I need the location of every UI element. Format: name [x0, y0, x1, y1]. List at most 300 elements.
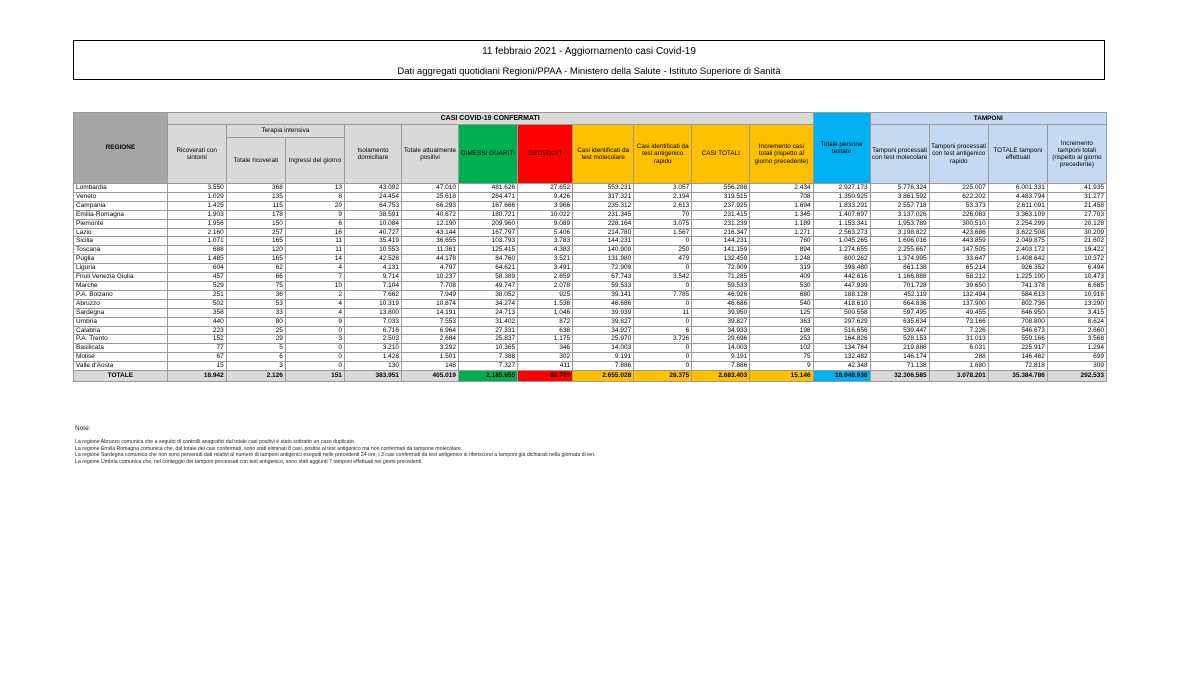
- table-cell: 9: [285, 210, 344, 219]
- table-cell: 4.131: [344, 264, 401, 273]
- table-cell: 178: [226, 210, 285, 219]
- table-cell: 25.837: [459, 335, 518, 344]
- table-cell: 231.415: [692, 210, 750, 219]
- table-cell: 80: [226, 317, 285, 326]
- table-cell: 7.662: [344, 290, 401, 299]
- table-row: [74, 344, 1107, 353]
- table-cell: 3.542: [634, 273, 692, 282]
- table-cell: 309: [1047, 362, 1106, 371]
- table-cell: 0: [634, 237, 692, 246]
- table-cell: 1.501: [401, 353, 458, 362]
- table-cell: 41.935: [1047, 184, 1106, 193]
- table-cell: 418.610: [813, 299, 870, 308]
- table-cell: 1.248: [750, 255, 813, 264]
- header-regione: REGIONE: [74, 113, 168, 184]
- total-cell: 18.942: [167, 371, 226, 382]
- table-cell: 6: [634, 326, 692, 335]
- table-cell: 231.345: [573, 210, 634, 219]
- header-incremento: Incremento casi totali (rispetto al giorno precedente): [750, 125, 813, 184]
- region-name: Basilicata: [74, 344, 168, 353]
- table-cell: 25.618: [401, 192, 458, 201]
- total-cell: 2.655.028: [573, 371, 634, 382]
- total-row: [74, 371, 1107, 382]
- table-cell: 75: [750, 353, 813, 362]
- table-cell: 1.833.291: [813, 201, 870, 210]
- total-cell: 2.683.403: [692, 371, 750, 382]
- total-cell: 292.533: [1047, 371, 1106, 382]
- region-name: Emilia-Romagna: [74, 210, 168, 219]
- table-cell: 21.458: [1047, 201, 1106, 210]
- table-cell: 7.949: [401, 290, 458, 299]
- table-cell: 4.483.794: [988, 192, 1047, 201]
- table-cell: 363: [750, 317, 813, 326]
- note-line: La regione Emilia Romagna comunica che, dal totale dei casi confermati, sono stati eliminati 8 casi, positivi al test antigenico ma non confermati da tampone molecolare.: [75, 445, 463, 452]
- table-cell: 49.455: [929, 308, 988, 317]
- table-cell: 132.482: [813, 353, 870, 362]
- page-subtitle: Dati aggregati quotidiani Regioni/PPAA - Ministero della Salute - Istituto Superiore di Sanità: [397, 66, 781, 77]
- table-cell: 3.363.109: [988, 210, 1047, 219]
- table-cell: 1.538: [518, 299, 573, 308]
- table-cell: 33: [226, 308, 285, 317]
- table-cell: 2.049.875: [988, 237, 1047, 246]
- table-cell: 164.826: [813, 335, 870, 344]
- table-cell: 13: [285, 184, 344, 193]
- header-terapia-intensiva: Terapia intensiva: [226, 125, 344, 138]
- header-positivi: Totale attualmente positivi: [401, 125, 458, 184]
- table-cell: 3.966: [518, 201, 573, 210]
- region-name: Sardegna: [74, 308, 168, 317]
- covid-table: [73, 112, 1107, 382]
- table-cell: 4: [285, 264, 344, 273]
- table-cell: 1.175: [518, 335, 573, 344]
- table-cell: 319.515: [692, 192, 750, 201]
- table-cell: 553.231: [573, 184, 634, 193]
- table-cell: 597.495: [870, 308, 929, 317]
- table-cell: 0: [285, 353, 344, 362]
- table-cell: 59.533: [692, 281, 750, 290]
- table-cell: 6.494: [1047, 264, 1106, 273]
- table-cell: 2.927.173: [813, 184, 870, 193]
- table-cell: 516.656: [813, 326, 870, 335]
- table-cell: 317.321: [573, 192, 634, 201]
- table-cell: 6: [285, 219, 344, 228]
- region-name: Valle d'Aosta: [74, 362, 168, 371]
- table-cell: 62: [226, 264, 285, 273]
- table-cell: 1.425: [167, 201, 226, 210]
- table-cell: 225.007: [929, 184, 988, 193]
- total-cell: 405.019: [401, 371, 458, 382]
- table-cell: 2.613: [634, 201, 692, 210]
- table-cell: 300.510: [929, 219, 988, 228]
- table-cell: 1.694: [750, 201, 813, 210]
- table-cell: 7.886: [573, 362, 634, 371]
- table-row: [74, 255, 1107, 264]
- table-cell: 9.191: [573, 353, 634, 362]
- table-row: [74, 326, 1107, 335]
- table-row: [74, 237, 1107, 246]
- table-cell: 2.660: [1047, 326, 1106, 335]
- table-row: [74, 308, 1107, 317]
- table-cell: 132.459: [692, 255, 750, 264]
- table-cell: 4.383: [518, 246, 573, 255]
- header-persone-testate: Totale persone testate: [813, 113, 870, 184]
- table-cell: 10.365: [459, 344, 518, 353]
- region-name: Veneto: [74, 192, 168, 201]
- region-name: Toscana: [74, 246, 168, 255]
- table-cell: 2.254.299: [988, 219, 1047, 228]
- total-cell: 18.040.938: [813, 371, 870, 382]
- table-cell: 6.031: [929, 344, 988, 353]
- table-cell: 2: [285, 290, 344, 299]
- header-tamponi-molecolare: Tamponi processati con test molecolare: [870, 125, 929, 184]
- table-cell: 75: [226, 281, 285, 290]
- table-cell: 223: [167, 326, 226, 335]
- region-name: Liguria: [74, 264, 168, 273]
- table-cell: 546.673: [988, 326, 1047, 335]
- table-cell: 219.886: [870, 344, 929, 353]
- table-cell: 894: [750, 246, 813, 255]
- table-cell: 4.797: [401, 264, 458, 273]
- table-cell: 10.874: [401, 299, 458, 308]
- table-cell: 302: [518, 353, 573, 362]
- region-name: Lazio: [74, 228, 168, 237]
- table-cell: 10: [285, 281, 344, 290]
- table-cell: 135: [226, 192, 285, 201]
- header-deceduti: DECEDUTI: [518, 125, 573, 184]
- table-cell: 3.568: [1047, 335, 1106, 344]
- table-cell: 53: [226, 299, 285, 308]
- table-row: [74, 264, 1107, 273]
- table-cell: 622.202: [929, 192, 988, 201]
- table-cell: 1.485: [167, 255, 226, 264]
- table-cell: 46.686: [692, 299, 750, 308]
- table-cell: 664.836: [870, 299, 929, 308]
- header-ti-ingressi: Ingressi del giorno: [285, 138, 344, 184]
- table-cell: 4: [285, 308, 344, 317]
- table-cell: 7.104: [344, 281, 401, 290]
- table-cell: 39.939: [573, 308, 634, 317]
- table-cell: 1.903: [167, 210, 226, 219]
- table-cell: 7.785: [634, 290, 692, 299]
- table-cell: 10.553: [344, 246, 401, 255]
- table-cell: 214.780: [573, 228, 634, 237]
- table-cell: 152: [167, 335, 226, 344]
- table-cell: 3.137.026: [870, 210, 929, 219]
- table-cell: 125: [750, 308, 813, 317]
- table-cell: 180.721: [459, 210, 518, 219]
- table-cell: 10.084: [344, 219, 401, 228]
- table-cell: 9: [750, 362, 813, 371]
- table-cell: 144.231: [573, 237, 634, 246]
- table-cell: 9.089: [518, 219, 573, 228]
- table-cell: 38.591: [344, 210, 401, 219]
- table-cell: 440: [167, 317, 226, 326]
- table-row: [74, 273, 1107, 282]
- table-cell: 5: [226, 344, 285, 353]
- table-cell: 11.361: [401, 246, 458, 255]
- table-cell: 0: [285, 344, 344, 353]
- total-cell: 3.078.201: [929, 371, 988, 382]
- table-cell: 71.285: [692, 273, 750, 282]
- table-row: [74, 353, 1107, 362]
- table-cell: 102: [750, 344, 813, 353]
- region-name: Puglia: [74, 255, 168, 264]
- table-cell: 46.926: [692, 290, 750, 299]
- table-cell: 31.402: [459, 317, 518, 326]
- table-cell: 638: [518, 326, 573, 335]
- table-cell: 43.144: [401, 228, 458, 237]
- header-ricoverati: Ricoverati con sintomi: [167, 125, 226, 184]
- table-cell: 284.471: [459, 192, 518, 201]
- table-cell: 2.684: [401, 335, 458, 344]
- table-cell: 1.166.888: [870, 273, 929, 282]
- table-cell: 7.226: [929, 326, 988, 335]
- table-cell: 584.613: [988, 290, 1047, 299]
- table-cell: 1.408.642: [988, 255, 1047, 264]
- table-cell: 231.239: [692, 219, 750, 228]
- table-cell: 148: [401, 362, 458, 371]
- table-cell: 10.473: [1047, 273, 1106, 282]
- table-cell: 31.013: [929, 335, 988, 344]
- table-cell: 150: [226, 219, 285, 228]
- table-row: [74, 290, 1107, 299]
- table-cell: 10.319: [344, 299, 401, 308]
- table-cell: 10.237: [401, 273, 458, 282]
- table-cell: 1.953.789: [870, 219, 929, 228]
- table-cell: 73.166: [929, 317, 988, 326]
- table-cell: 861.138: [870, 264, 929, 273]
- table-cell: 540: [750, 299, 813, 308]
- table-cell: 58.212: [929, 273, 988, 282]
- table-cell: 7: [285, 273, 344, 282]
- table-cell: 604: [167, 264, 226, 273]
- table-cell: 3.491: [518, 264, 573, 273]
- table-cell: 2.659: [518, 273, 573, 282]
- table-cell: 226.083: [929, 210, 988, 219]
- header-isolamento: Isolamento domiciliare: [344, 125, 401, 184]
- note-line: La regione Umbria comunica che, nel conteggio dei tamponi processati con test antigenico, sono stati aggiunti 7 tamponi effettuati nei giorni precedenti.: [75, 459, 423, 466]
- table-cell: 14.003: [692, 344, 750, 353]
- table-cell: 1.680: [929, 362, 988, 371]
- table-cell: 24.713: [459, 308, 518, 317]
- table-cell: 14.003: [573, 344, 634, 353]
- notes-heading: Note:: [75, 425, 91, 432]
- table-cell: 1.350.925: [813, 192, 870, 201]
- table-cell: 167.797: [459, 228, 518, 237]
- table-cell: 1.345: [750, 210, 813, 219]
- table-cell: 800.262: [813, 255, 870, 264]
- table-cell: 165: [226, 255, 285, 264]
- table-cell: 2.403.172: [988, 246, 1047, 255]
- total-cell: 2.126: [226, 371, 285, 382]
- table-row: [74, 246, 1107, 255]
- table-cell: 21.602: [1047, 237, 1106, 246]
- table-cell: 7.886: [692, 362, 750, 371]
- table-row: [74, 228, 1107, 237]
- table-cell: 47.010: [401, 184, 458, 193]
- table-cell: 24.454: [344, 192, 401, 201]
- table-cell: 1.956: [167, 219, 226, 228]
- table-cell: 10.916: [1047, 290, 1106, 299]
- table-row: [74, 184, 1107, 193]
- table-row: [74, 362, 1107, 371]
- table-cell: 29: [226, 335, 285, 344]
- table-cell: 137.900: [929, 299, 988, 308]
- table-cell: 7.388: [459, 353, 518, 362]
- table-cell: 235.312: [573, 201, 634, 210]
- table-cell: 443.859: [929, 237, 988, 246]
- table-cell: 688: [167, 246, 226, 255]
- table-cell: 708.800: [988, 317, 1047, 326]
- table-cell: 64.621: [459, 264, 518, 273]
- table-cell: 3: [226, 362, 285, 371]
- header-casi-totali: CASI TOTALI: [692, 125, 750, 184]
- table-cell: 0: [285, 362, 344, 371]
- table-cell: 27.703: [1047, 210, 1106, 219]
- table-cell: 2.434: [750, 184, 813, 193]
- region-name: Piemonte: [74, 219, 168, 228]
- table-cell: 12.190: [401, 219, 458, 228]
- table-cell: 30.209: [1047, 228, 1106, 237]
- table-cell: 1.189: [750, 219, 813, 228]
- table-cell: 39.827: [692, 317, 750, 326]
- table-cell: 115: [226, 201, 285, 210]
- page-title: 11 febbraio 2021 - Aggiornamento casi Covid-19: [482, 46, 696, 57]
- table-cell: 146.462: [988, 353, 1047, 362]
- table-cell: 130: [344, 362, 401, 371]
- table-cell: 0: [634, 299, 692, 308]
- table-cell: 5.776.324: [870, 184, 929, 193]
- table-cell: 457: [167, 273, 226, 282]
- table-cell: 40.727: [344, 228, 401, 237]
- table-cell: 14: [285, 255, 344, 264]
- table-cell: 872: [518, 317, 573, 326]
- table-cell: 8: [285, 192, 344, 201]
- region-name: Lombardia: [74, 184, 168, 193]
- table-cell: 528.153: [870, 335, 929, 344]
- header-tamponi: TAMPONI: [870, 113, 1106, 125]
- table-cell: 559.166: [988, 335, 1047, 344]
- table-cell: 7.033: [344, 317, 401, 326]
- table-cell: 481.626: [459, 184, 518, 193]
- table-cell: 77: [167, 344, 226, 353]
- table-cell: 3.075: [634, 219, 692, 228]
- table-cell: 1.046: [518, 308, 573, 317]
- table-cell: 35.419: [344, 237, 401, 246]
- table-cell: 0: [634, 281, 692, 290]
- table-cell: 58.389: [459, 273, 518, 282]
- table-cell: 556.288: [692, 184, 750, 193]
- table-cell: 2.557.718: [870, 201, 929, 210]
- table-cell: 10.022: [518, 210, 573, 219]
- table-cell: 0: [634, 353, 692, 362]
- table-cell: 216.347: [692, 228, 750, 237]
- region-name: Friuli Venezia Giulia: [74, 273, 168, 282]
- table-cell: 529: [167, 281, 226, 290]
- region-name: Sicilia: [74, 237, 168, 246]
- table-cell: 36.655: [401, 237, 458, 246]
- table-cell: 368: [226, 184, 285, 193]
- table-cell: 125.415: [459, 246, 518, 255]
- table-cell: 257: [226, 228, 285, 237]
- table-cell: 479: [634, 255, 692, 264]
- table-cell: 10.372: [1047, 255, 1106, 264]
- table-cell: 6.001.331: [988, 184, 1047, 193]
- table-cell: 27.331: [459, 326, 518, 335]
- table-row: [74, 210, 1107, 219]
- table-cell: 140.909: [573, 246, 634, 255]
- total-cell: 2.185.655: [459, 371, 518, 382]
- table-cell: 3.622.508: [988, 228, 1047, 237]
- table-cell: 9.191: [692, 353, 750, 362]
- table-cell: 67: [167, 353, 226, 362]
- table-cell: 411: [518, 362, 573, 371]
- table-cell: 1.029: [167, 192, 226, 201]
- table-cell: 452.119: [870, 290, 929, 299]
- table-cell: 5.406: [518, 228, 573, 237]
- table-cell: 7.708: [401, 281, 458, 290]
- table-cell: 0: [634, 344, 692, 353]
- table-cell: 144.231: [692, 237, 750, 246]
- note-line: La regione Sardegna comunica che non sono pervenuti dati relativi al numero di tamponi antigenici eseguiti nelle precedenti 24 ore; i 3 casi confermati da test antigenico si riferiscono a tamponi già dichiarati nella giornata di ieri.: [75, 452, 596, 459]
- table-cell: 15: [167, 362, 226, 371]
- table-cell: 3.415: [1047, 308, 1106, 317]
- table-cell: 11: [285, 246, 344, 255]
- header-tamponi-incremento: Incremento tamponi totali (rispetto al giorno precedente): [1047, 125, 1106, 184]
- table-cell: 3.783: [518, 237, 573, 246]
- table-row: [74, 317, 1107, 326]
- table-cell: 39.950: [692, 308, 750, 317]
- table-cell: 33.647: [929, 255, 988, 264]
- table-cell: 72.909: [573, 264, 634, 273]
- table-cell: 926.352: [988, 264, 1047, 273]
- table-cell: 701.728: [870, 281, 929, 290]
- table-cell: 1.274.655: [813, 246, 870, 255]
- table-cell: 34.927: [573, 326, 634, 335]
- table-cell: 3.521: [518, 255, 573, 264]
- table-cell: 1.225.100: [988, 273, 1047, 282]
- table-cell: 132.494: [929, 290, 988, 299]
- table-cell: 1.567: [634, 228, 692, 237]
- table-cell: 2.563.273: [813, 228, 870, 237]
- table-cell: 167.666: [459, 201, 518, 210]
- table-cell: 3.292: [401, 344, 458, 353]
- region-name: Calabria: [74, 326, 168, 335]
- table-cell: 319: [750, 264, 813, 273]
- table-cell: 2.160: [167, 228, 226, 237]
- table-cell: 253: [750, 335, 813, 344]
- table-cell: 398.480: [813, 264, 870, 273]
- table-cell: 228.164: [573, 219, 634, 228]
- table-cell: 11: [285, 237, 344, 246]
- table-cell: 6.685: [1047, 281, 1106, 290]
- table-cell: 39.141: [573, 290, 634, 299]
- table-cell: 29.696: [692, 335, 750, 344]
- table-cell: 0: [634, 317, 692, 326]
- table-cell: 84.760: [459, 255, 518, 264]
- table-cell: 65.214: [929, 264, 988, 273]
- table-cell: 237.925: [692, 201, 750, 210]
- table-cell: 39.827: [573, 317, 634, 326]
- table-cell: 64.753: [344, 201, 401, 210]
- table-cell: 42.528: [344, 255, 401, 264]
- table-cell: 3.726: [634, 335, 692, 344]
- notes: [75, 426, 596, 466]
- table-cell: 40.672: [401, 210, 458, 219]
- region-name: Campania: [74, 201, 168, 210]
- table-cell: 146.174: [870, 353, 929, 362]
- table-cell: 708: [750, 192, 813, 201]
